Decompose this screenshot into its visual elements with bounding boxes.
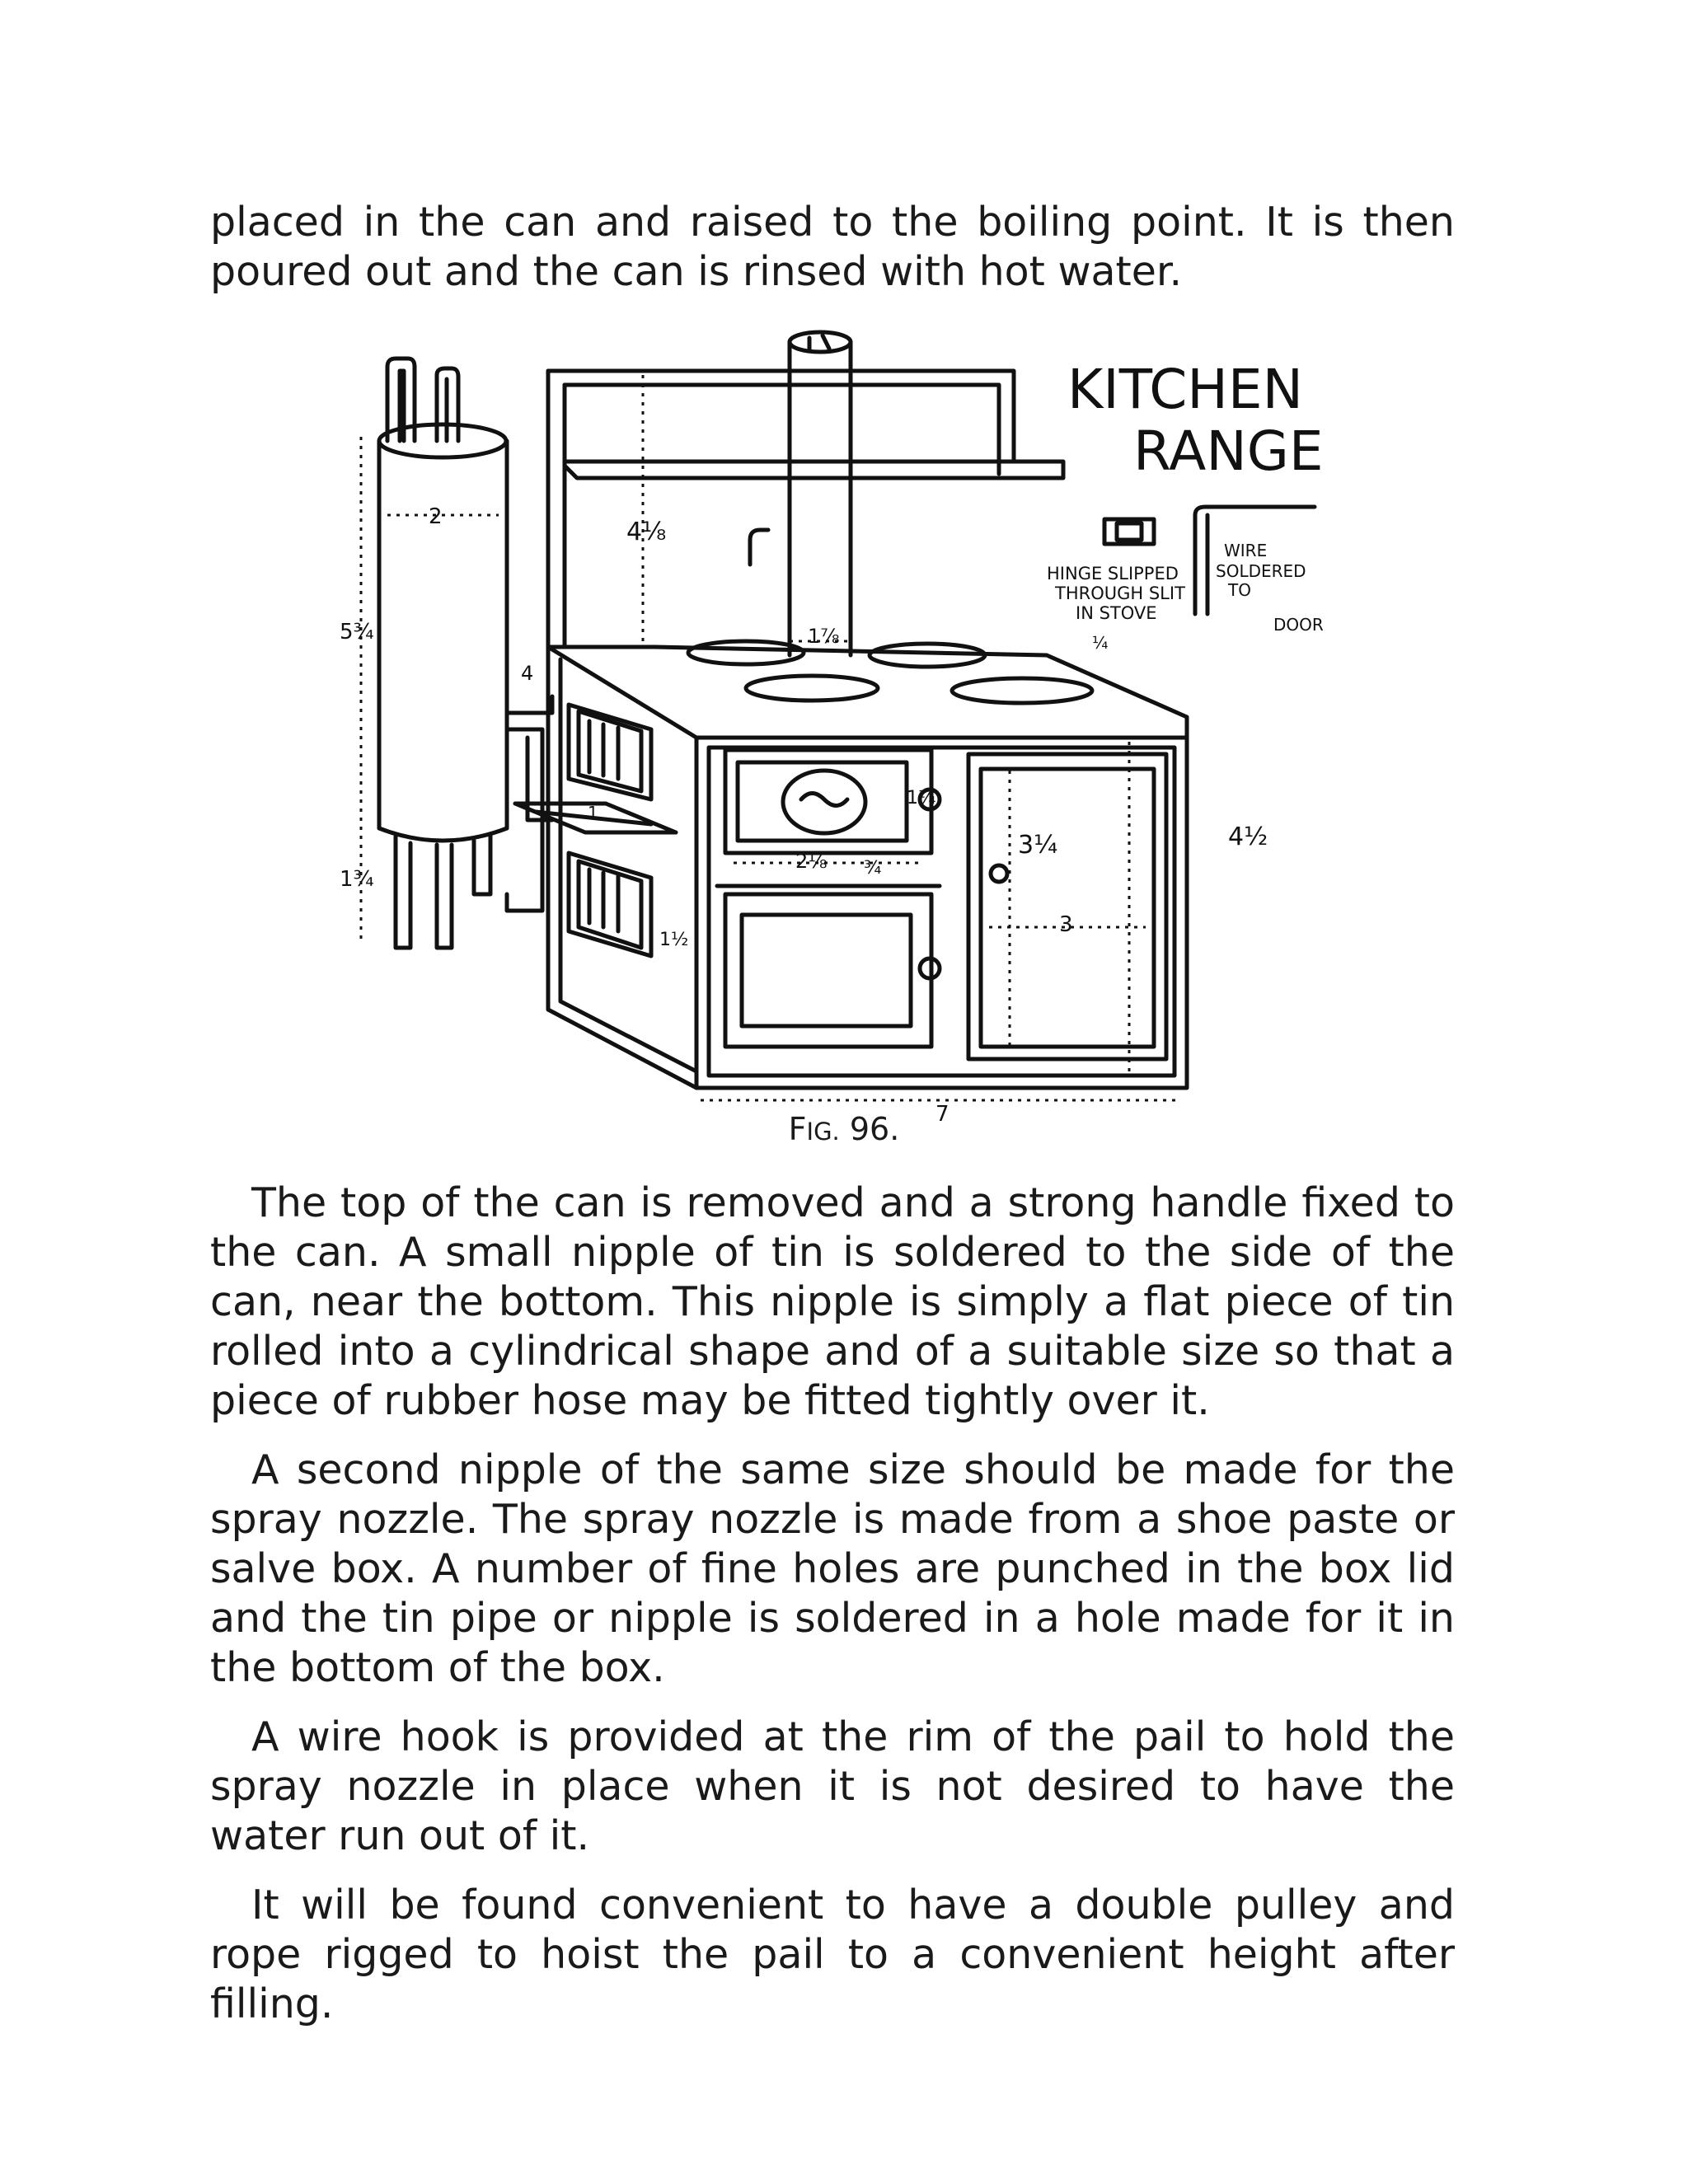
paragraph-4: It will be found convenient to have a double pulley and rope rigged to hoist the pail to a convenient height after filling.: [210, 1882, 1455, 2027]
top-text: [210, 198, 1455, 297]
water-tank: [379, 424, 552, 948]
wire-note-3: TO: [1228, 580, 1251, 600]
hinge-note-1: HINGE SLIPPED: [1047, 564, 1179, 583]
dim-shelf-height: 4⅛: [626, 518, 667, 546]
stove-front: [515, 647, 1187, 1088]
caption-prefix-small: IG.: [806, 1118, 840, 1146]
dim-oven-height: 3¼: [1018, 831, 1058, 860]
dim-stove-height: 4½: [1228, 823, 1268, 851]
dim-tank-width: 2: [429, 504, 443, 529]
caption-number: 96.: [849, 1111, 900, 1147]
title-line2: RANGE: [1133, 419, 1324, 483]
paragraph-1: The top of the can is removed and a strong handle fixed to the can. A small nipple of tin is soldered to the side of the can, near the bottom. This nipple is simply a flat piece of tin rolled into a cylindrical shape and of a suitable size so that a piece of rubber hose may be fitted tightly over it.: [210, 1179, 1455, 1424]
kitchen-range-figure: [330, 317, 1343, 1127]
dim-stove-length: 7: [935, 1102, 950, 1127]
dim-small-c: ¾: [864, 858, 882, 879]
hinge-note-2: THROUGH SLIT: [1055, 583, 1185, 603]
dim-small-d: 1½: [659, 930, 689, 950]
paragraph-3: A wire hook is provided at the rim of the pail to hold the spray nozzle in place when it is not desired to have the water run out of it.: [210, 1713, 1455, 1859]
hinge-note-3: IN STOVE: [1076, 603, 1157, 623]
title-line1: KITCHEN: [1067, 358, 1303, 421]
dim-oven-width: 3: [1059, 912, 1073, 937]
dim-tank-leg: 1¾: [340, 867, 374, 892]
dim-tank-height: 5¾: [340, 620, 374, 644]
dim-small-e: ¼: [1092, 633, 1109, 653]
dim-firebox-width: 2⅛: [795, 850, 828, 873]
dim-small-b: 1¼: [907, 788, 936, 808]
wire-note-1: WIRE: [1224, 541, 1268, 560]
back-shelf: [548, 371, 1063, 647]
wire-note-2: SOLDERED: [1216, 561, 1306, 581]
stovepipe: [790, 332, 851, 655]
dim-small-a: 4: [521, 662, 534, 685]
dim-pipe: 1⅞: [808, 625, 840, 648]
caption-prefix-big: F: [788, 1111, 807, 1147]
stove-top: [548, 641, 1187, 738]
top-paragraph: placed in the can and raised to the boiling point. It is then poured out and the can is rinsed with hot water.: [210, 199, 1455, 295]
wire-note-4: DOOR: [1273, 615, 1324, 635]
figure-caption: [0, 1108, 1688, 1152]
dim-small-f: 1: [588, 803, 598, 823]
body-text: [210, 1179, 1455, 2049]
paragraph-2: A second nipple of the same size should be made for the spray nozzle. The spray nozzle is made from a shoe paste or salve box. A number of fine holes are punched in the box lid and the tin pipe or nipple is soldered in a hole made for it in the bottom of the box.: [210, 1446, 1455, 1691]
